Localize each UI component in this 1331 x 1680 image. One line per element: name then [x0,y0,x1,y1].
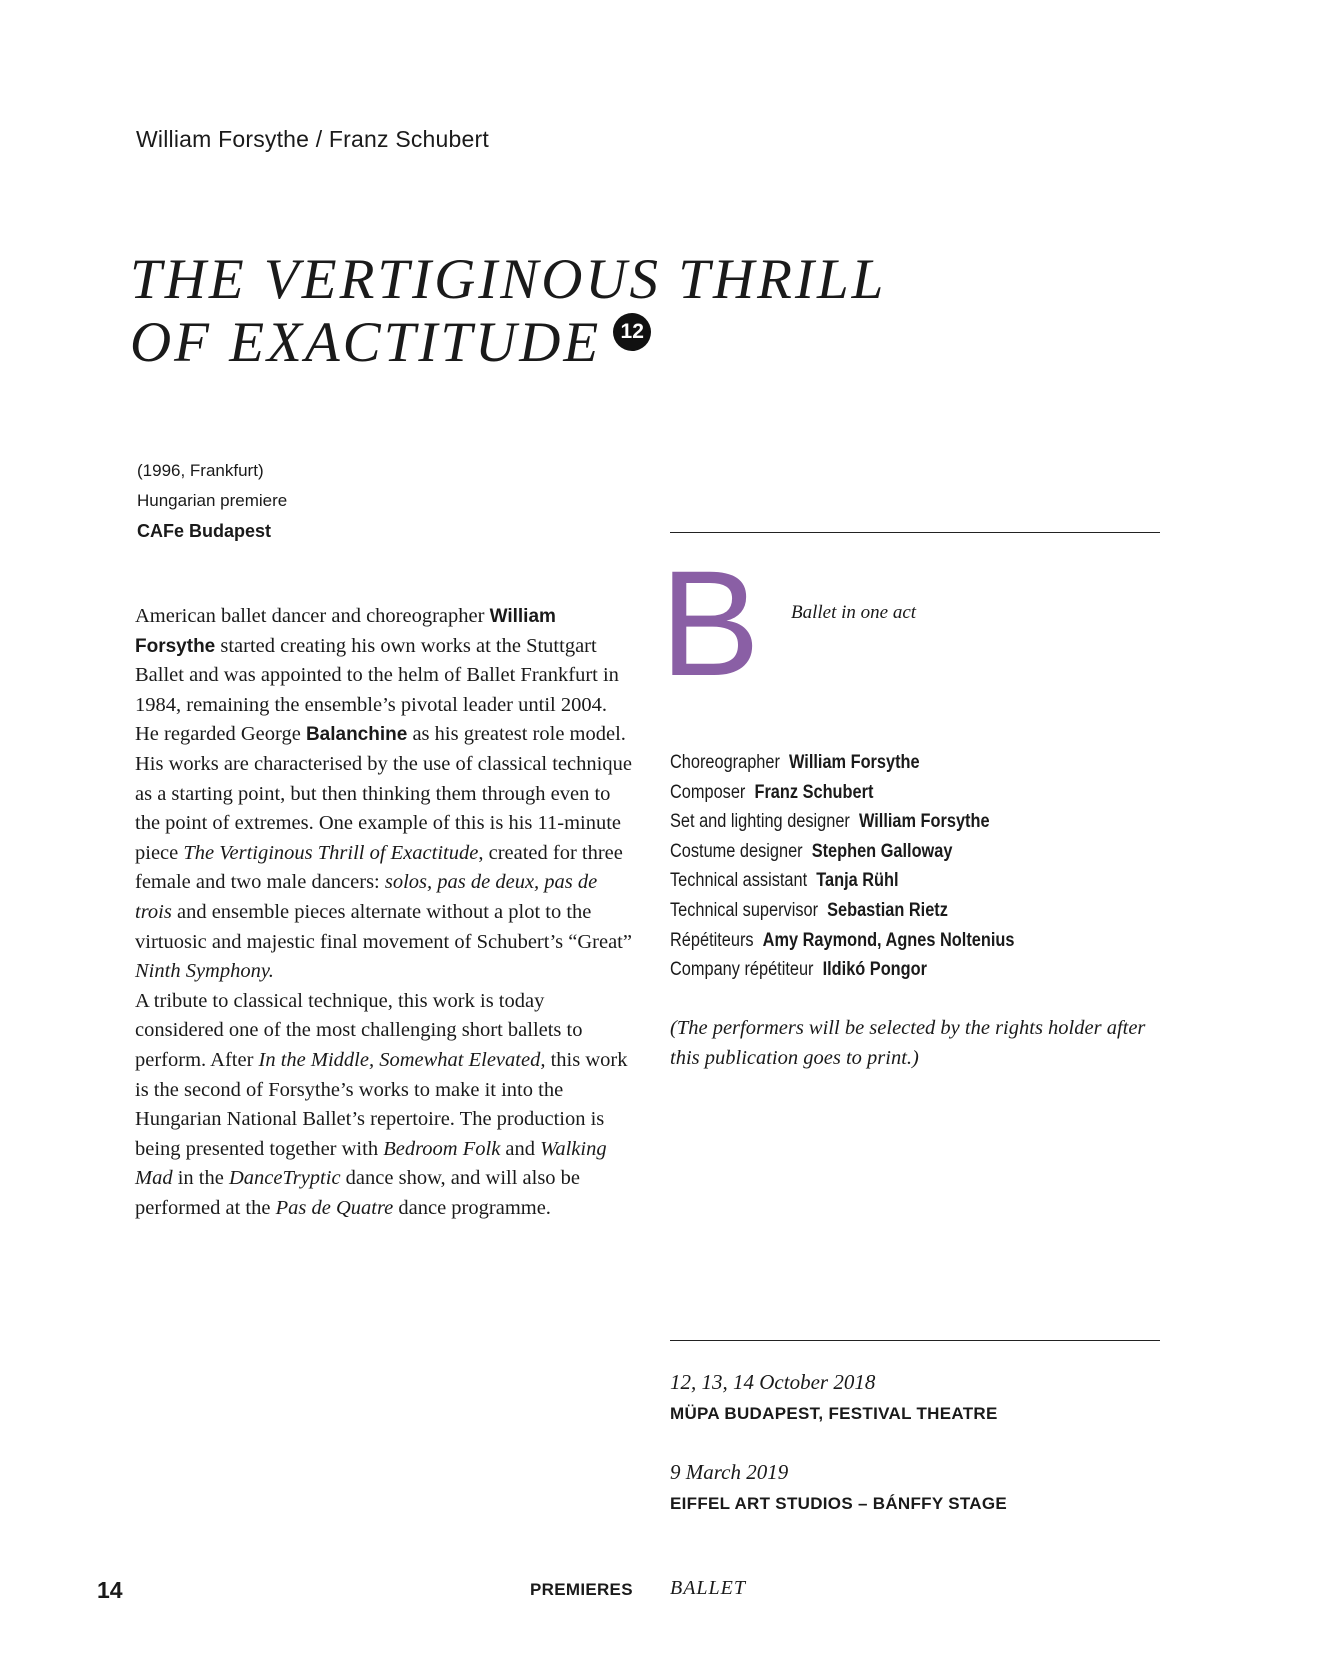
credit-row [670,748,1071,778]
bold-name: Balanchine [305,724,408,746]
premiere-label: Hungarian premiere [137,491,288,510]
performance-date: 9 March 2019 [670,1460,789,1484]
text-span: and [500,1137,541,1160]
credit-role: Composer [670,781,746,803]
footer-section: PREMIERES [530,1580,633,1599]
performance-date: 12, 13, 14 October 2018 [670,1370,876,1394]
italic-title: Pas de Quatre [275,1196,394,1219]
year-place: (1996, Frankfurt) [137,461,264,480]
credit-name: Franz Schubert [754,781,874,803]
credit-row [670,866,1071,896]
production-meta [137,456,287,546]
page-title [130,248,886,374]
description-paragraph-1 [135,602,635,987]
performers-note: (The performers will be selected by the rights holder after this publication goes to print.) [670,1017,1146,1069]
text-span: this work is the second of Forsythe’s works to make it into the Hungarian National Ballet’s repertoire. The production is being presented together with [135,1048,628,1160]
title-line-2-wrap [130,311,886,374]
credit-role: Choreographer [670,752,780,773]
text-span: started creating his own works at the Stuttgart Ballet and was appointed to the helm of Ballet Frankfurt in 1984, remaining the ensemble’s pivotal leader until 2004. He regarded George [135,634,619,746]
divider-bottom [670,1340,1160,1341]
credit-name: Stephen Galloway [811,840,953,862]
text-span: , created for three female and two male dancers: [135,841,623,894]
credit-role: Technical assistant [670,870,808,892]
credit-role: Set and lighting designer [670,811,850,833]
text-span: A tribute to classical technique, this work is today considered one of the most challenging short ballets to perform. After [135,989,583,1071]
text-span: American ballet dancer and choreographer [135,605,490,627]
divider-top [670,532,1160,533]
credit-name: Tanja Rühl [816,870,899,892]
italic-title: Ninth Symphony. [135,960,274,983]
category-letter: B [660,539,761,707]
text-span: dance programme. [393,1196,551,1219]
credit-role: Company répétiteur [670,959,814,981]
work-subtitle: Ballet in one act [791,602,917,623]
credit-role: Répétiteurs [670,929,754,951]
credit-role: Technical supervisor [670,899,819,921]
credit-row [670,896,1071,926]
authors-header: William Forsythe / Franz Schubert [136,126,489,152]
credit-name: Amy Raymond, Agnes Noltenius [762,929,1015,951]
text-span: as his greatest role model. His works are characterised by the use of classical technique as a starting point, but then thinking them through even to the point of extremes. One example of this is his 11-minute piece [135,723,632,864]
title-line-2: OF EXACTITUDE [130,311,602,374]
credit-role: Costume designer [670,840,803,862]
bold-name: William Forsythe [135,606,556,657]
italic-title: The Vertiginous Thrill of Exactitude [183,841,479,864]
description-paragraph-2 [135,987,635,1224]
text-span: in the [172,1167,229,1190]
credits-list [670,748,1071,985]
credit-row [670,926,1071,956]
italic-title: DanceTryptic [228,1167,341,1190]
age-rating-badge: 12 [613,313,651,351]
italic-title: In the Middle, Somewhat Elevated, [258,1048,546,1071]
title-line-1: THE VERTIGINOUS THRILL [130,248,887,311]
premiere-venue: CAFe Budapest [137,521,272,541]
italic-title: solos, pas de deux, pas de trois [135,871,598,923]
credit-name: William Forsythe [858,811,990,833]
text-span: and ensemble pieces alternate without a plot to the virtuosic and majestic final movement of Schubert’s “Great” [135,900,632,953]
text-span: dance show, and will also be performed at the [135,1167,581,1219]
credit-name: Sebastian Rietz [827,899,948,921]
footer-category: BALLET [670,1577,747,1599]
credit-row [670,837,1071,867]
credit-row [670,807,1071,837]
italic-title: Walking Mad [135,1137,607,1190]
page-number: 14 [97,1577,123,1603]
credit-name: Ildikó Pongor [822,959,927,981]
performance-venue: EIFFEL ART STUDIOS – BÁNFFY STAGE [670,1494,1008,1513]
italic-title: Bedroom Folk [383,1137,501,1160]
credit-row [670,955,1071,985]
performance-venue: MÜPA BUDAPEST, FESTIVAL THEATRE [670,1404,998,1423]
credit-row [670,778,1071,808]
description-body [135,602,635,1223]
credit-name: William Forsythe [789,752,920,773]
